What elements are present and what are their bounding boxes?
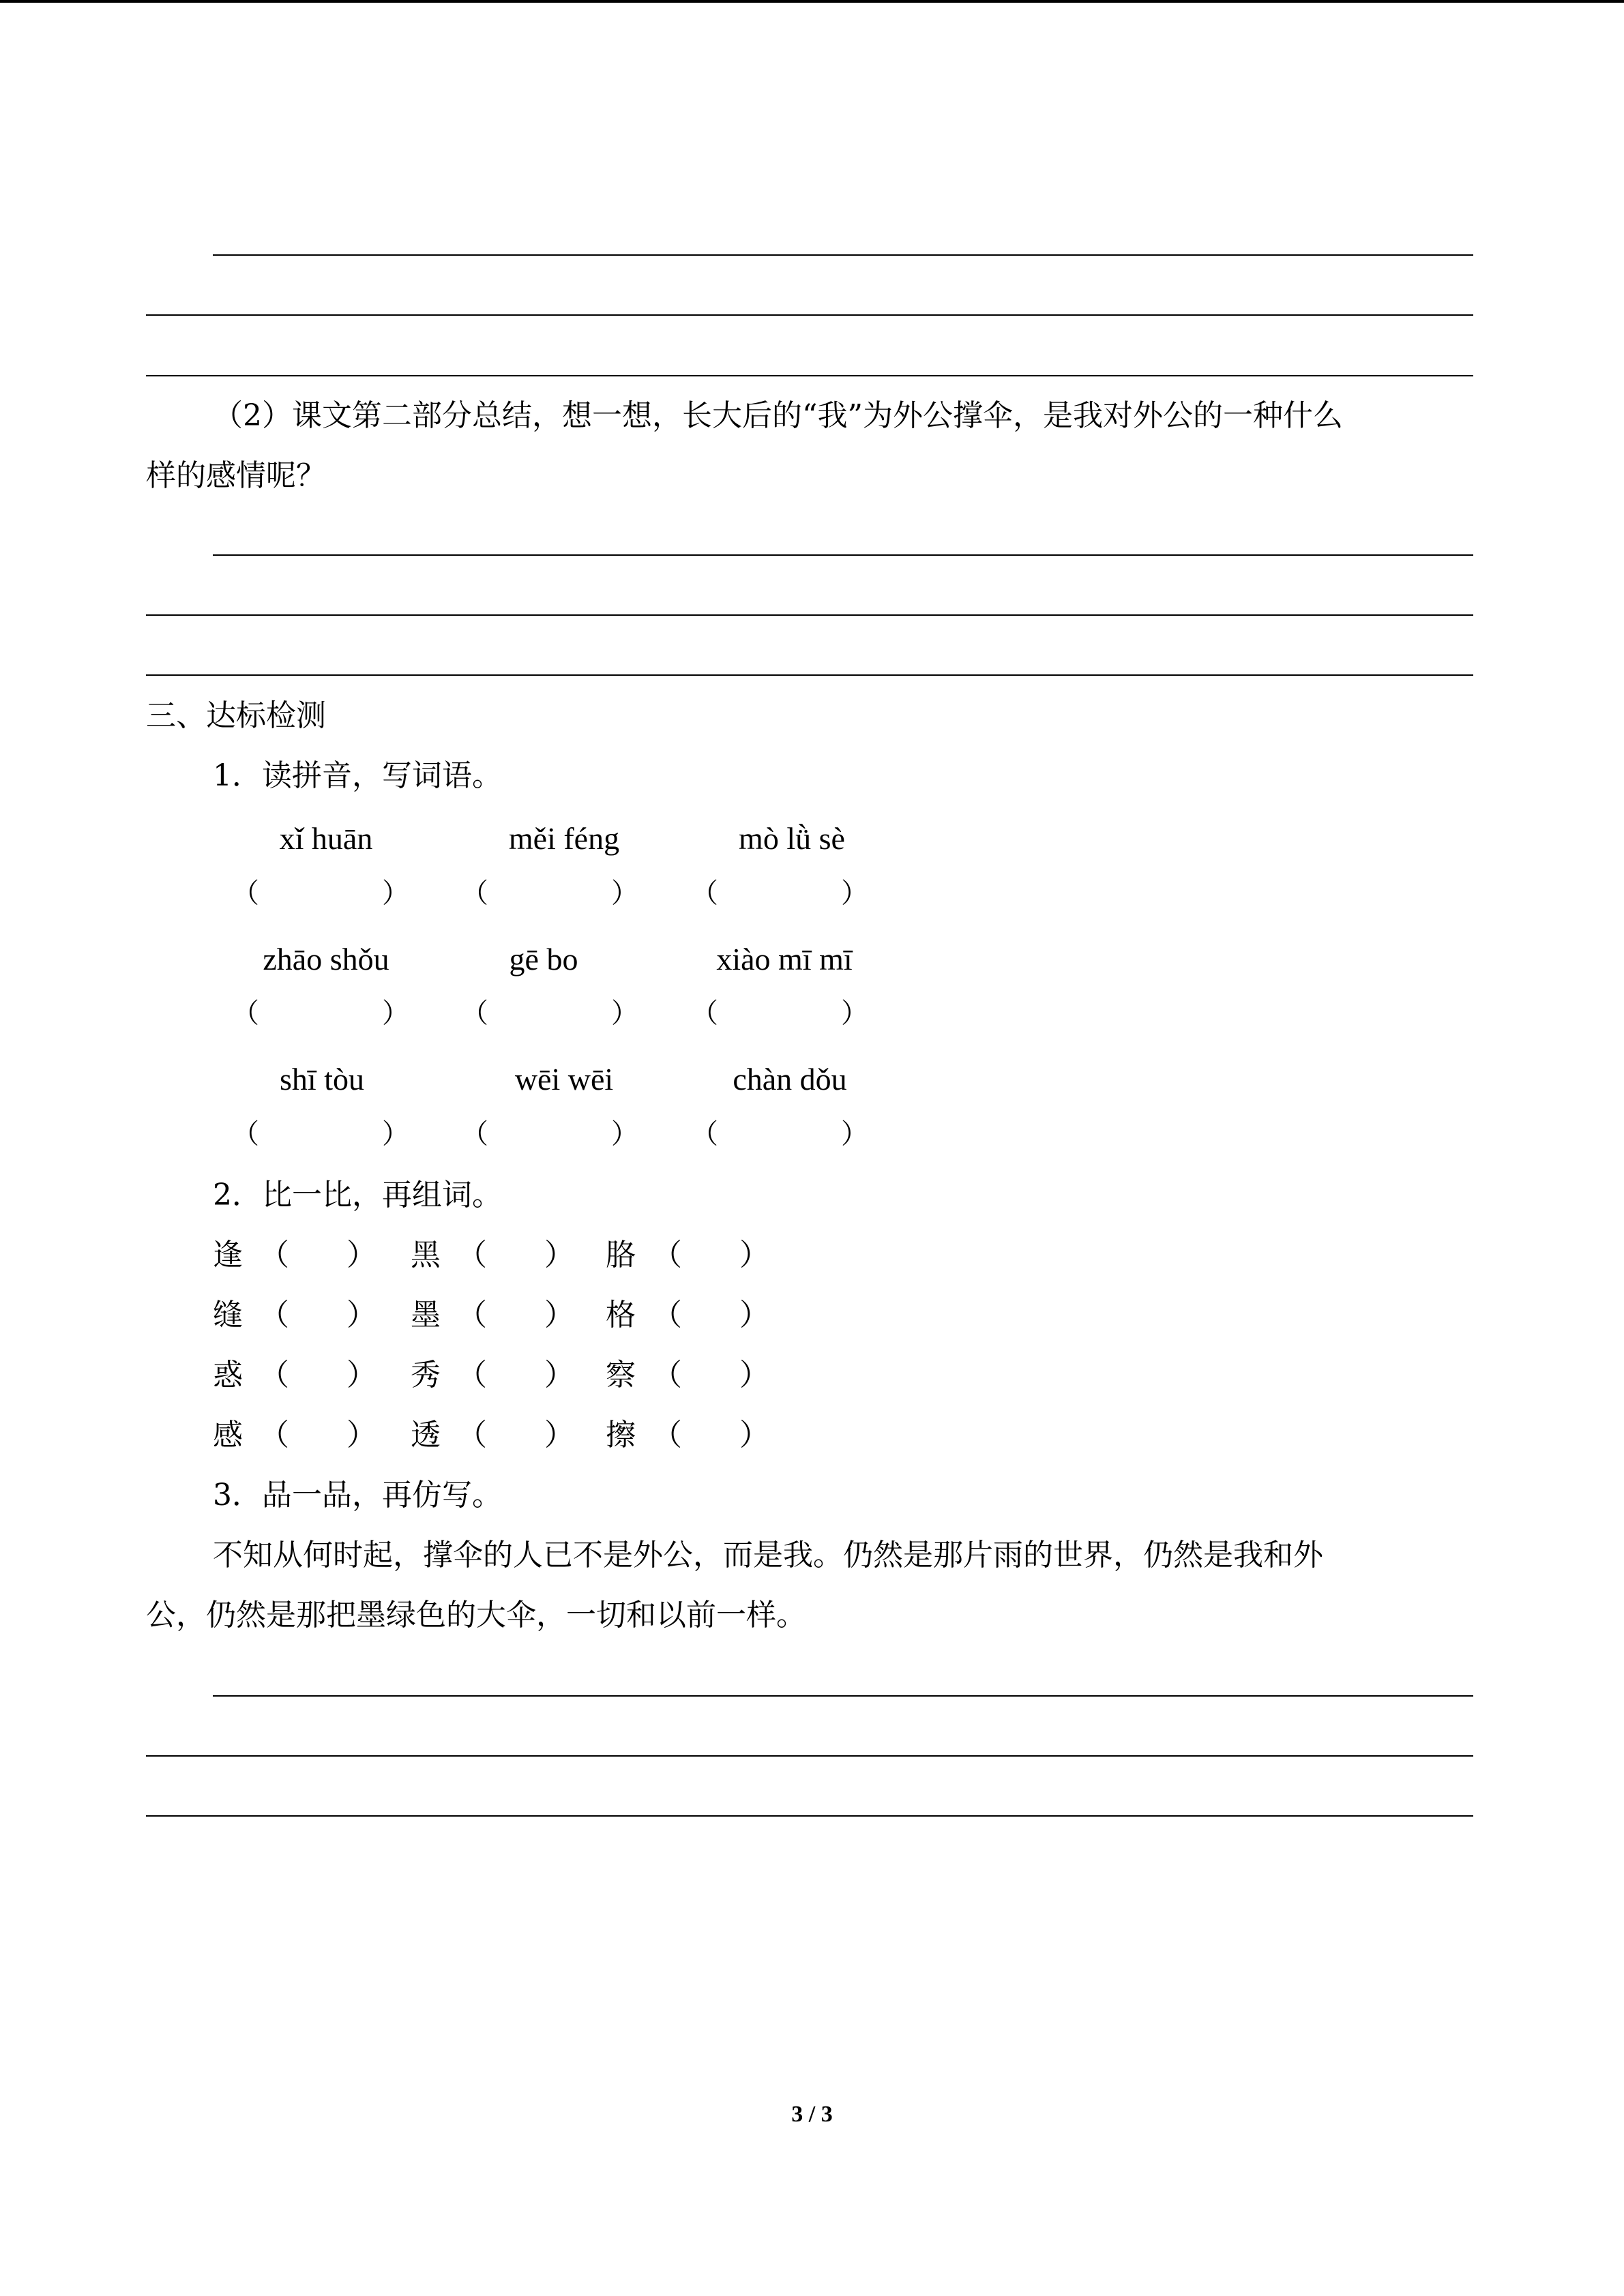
q3-passage-line-2: 公，仍然是那把墨绿色的大伞，一切和以前一样。 xyxy=(146,1598,806,1632)
pinyin: mò lǜ sè xyxy=(739,821,845,856)
answer-blank[interactable]: （ ） xyxy=(232,1118,409,1150)
answer-blank[interactable]: （ ） xyxy=(691,878,868,909)
compare-cell[interactable]: 惑 （ ） xyxy=(213,1358,377,1392)
answer-line xyxy=(146,375,1473,376)
pinyin: xǐ huān xyxy=(279,821,373,856)
answer-line xyxy=(146,674,1473,676)
question-2-line-1: （2）课文第二部分总结，想一想，长大后的“我”为外公撑伞，是我对外公的一种什么 xyxy=(213,398,1343,433)
pinyin: měi féng xyxy=(508,821,620,856)
pinyin: xiào mī mī xyxy=(716,942,853,976)
question-2-line-2: 样的感情呢？ xyxy=(146,458,326,493)
compare-cell[interactable]: 秀 （ ） xyxy=(411,1358,574,1392)
q1-title: 1．读拼音，写词语。 xyxy=(213,758,502,793)
q2-title: 2．比一比，再组词。 xyxy=(213,1178,502,1212)
compare-cell[interactable]: 察 （ ） xyxy=(606,1358,769,1392)
q3-title: 3．品一品，再仿写。 xyxy=(213,1478,502,1512)
answer-line xyxy=(213,254,1473,256)
compare-cell[interactable]: 格 （ ） xyxy=(606,1298,769,1332)
q3-passage-line-1: 不知从何时起，撑伞的人已不是外公，而是我。仍然是那片雨的世界，仍然是我和外 xyxy=(213,1538,1323,1572)
answer-blank[interactable]: （ ） xyxy=(232,998,409,1029)
compare-cell[interactable]: 胳 （ ） xyxy=(606,1238,769,1272)
pinyin: gē bo xyxy=(509,942,578,976)
answer-blank[interactable]: （ ） xyxy=(461,1118,638,1150)
compare-cell[interactable]: 墨 （ ） xyxy=(411,1298,574,1332)
page-top-border xyxy=(0,0,1624,3)
answer-line xyxy=(213,554,1473,556)
compare-cell[interactable]: 黑 （ ） xyxy=(411,1238,574,1272)
compare-cell[interactable]: 擦 （ ） xyxy=(606,1418,769,1452)
answer-line xyxy=(146,614,1473,616)
pinyin: zhāo shǒu xyxy=(263,942,389,976)
compare-cell[interactable]: 感 （ ） xyxy=(213,1418,377,1452)
answer-line xyxy=(213,1695,1473,1697)
answer-line xyxy=(146,1815,1473,1817)
answer-blank[interactable]: （ ） xyxy=(232,878,409,909)
section-3-heading: 三、达标检测 xyxy=(146,698,326,733)
answer-line xyxy=(146,1755,1473,1757)
compare-cell[interactable]: 缝 （ ） xyxy=(213,1298,377,1332)
answer-blank[interactable]: （ ） xyxy=(691,1118,868,1150)
answer-blank[interactable]: （ ） xyxy=(461,878,638,909)
compare-cell[interactable]: 透 （ ） xyxy=(411,1418,574,1452)
pinyin: shī tòu xyxy=(280,1062,364,1097)
answer-line xyxy=(146,314,1473,316)
answer-blank[interactable]: （ ） xyxy=(691,998,868,1029)
page-number: 3 / 3 xyxy=(791,2102,833,2127)
answer-blank[interactable]: （ ） xyxy=(461,998,638,1029)
compare-cell[interactable]: 逢 （ ） xyxy=(213,1238,377,1272)
pinyin: wēi wēi xyxy=(514,1062,614,1097)
pinyin: chàn dǒu xyxy=(733,1062,847,1097)
